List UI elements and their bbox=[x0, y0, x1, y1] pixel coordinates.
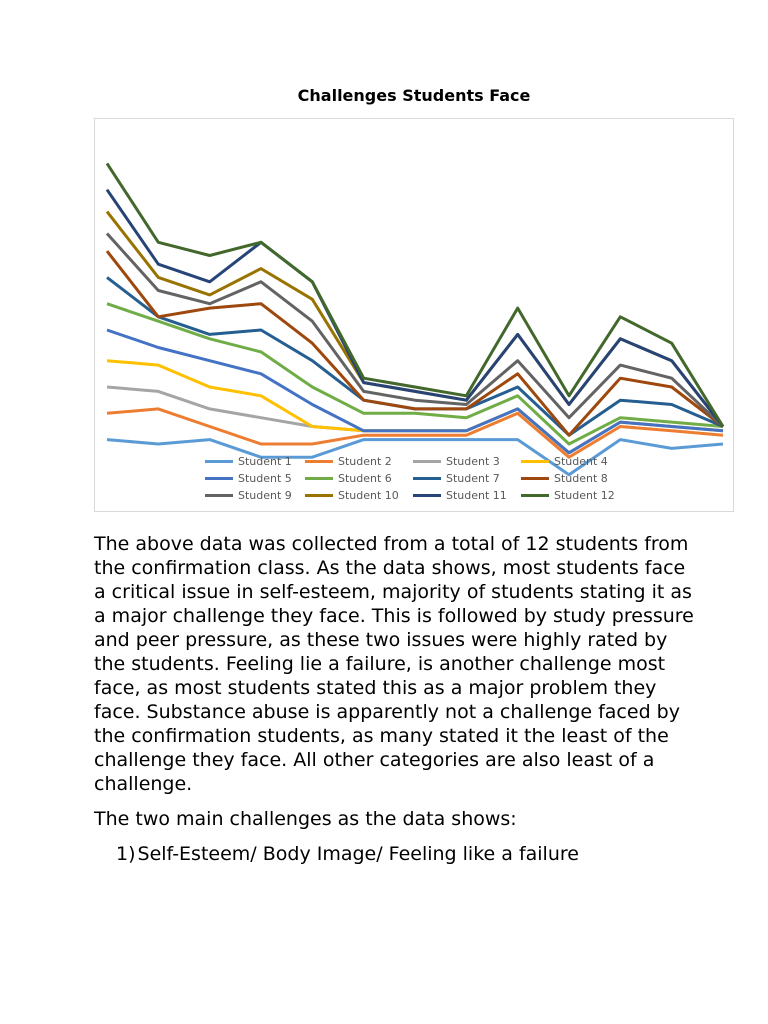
legend-swatch bbox=[305, 494, 333, 497]
chart-legend bbox=[205, 453, 665, 503]
series-line-12 bbox=[107, 163, 723, 426]
legend-item-10 bbox=[305, 487, 413, 503]
legend-item-7 bbox=[413, 470, 521, 486]
paragraph-summary: The above data was collected from a total of 12 students from the confirmation class. As the data shows, most students face a critical issue in self-esteem, majority of students stating it as a major challenge they face. This is followed by study pressure and peer pressure, as these two issues were highly rated by the students. Feeling lie a failure, is another challenge most face, as most students stated this as a major problem they face. Substance abuse is apparently not a challenge faced by the confirmation students, as many stated it the least of the challenge they face. All other categories are also least of a challenge. bbox=[94, 533, 694, 795]
legend-swatch bbox=[413, 460, 441, 463]
legend-label: Student 1 bbox=[238, 454, 292, 468]
legend-item-11 bbox=[413, 487, 521, 503]
list-label: Self-Esteem/ Body Image/ Feeling like a failure bbox=[137, 843, 579, 865]
legend-swatch bbox=[205, 460, 233, 463]
legend-label: Student 8 bbox=[554, 471, 608, 485]
legend-item-9 bbox=[205, 487, 305, 503]
series-line-10 bbox=[107, 212, 723, 427]
legend-swatch bbox=[413, 494, 441, 497]
legend-label: Student 12 bbox=[554, 488, 615, 502]
legend-label: Student 10 bbox=[338, 488, 399, 502]
legend-label: Student 7 bbox=[446, 471, 500, 485]
challenge-list bbox=[94, 842, 694, 866]
legend-item-8 bbox=[521, 470, 631, 486]
chart-title: Challenges Students Face bbox=[297, 86, 531, 105]
legend-swatch bbox=[205, 494, 233, 497]
legend-label: Student 9 bbox=[238, 488, 292, 502]
legend-label: Student 4 bbox=[554, 454, 608, 468]
paragraph-main-challenges: The two main challenges as the data shows: bbox=[94, 808, 517, 830]
list-number: 1) bbox=[116, 843, 136, 865]
legend-item-1 bbox=[205, 453, 305, 469]
legend-swatch bbox=[413, 477, 441, 480]
legend-item-6 bbox=[305, 470, 413, 486]
legend-swatch bbox=[521, 460, 549, 463]
legend-label: Student 3 bbox=[446, 454, 500, 468]
legend-swatch bbox=[521, 477, 549, 480]
legend-swatch bbox=[205, 477, 233, 480]
body-text bbox=[94, 532, 694, 866]
legend-item-12 bbox=[521, 487, 631, 503]
legend-swatch bbox=[305, 477, 333, 480]
legend-item-3 bbox=[413, 453, 521, 469]
legend-swatch bbox=[521, 494, 549, 497]
series-line-2 bbox=[107, 409, 723, 457]
list-item bbox=[116, 842, 694, 866]
legend-swatch bbox=[305, 460, 333, 463]
legend-item-5 bbox=[205, 470, 305, 486]
legend-label: Student 5 bbox=[238, 471, 292, 485]
series-line-11 bbox=[107, 190, 723, 427]
chart-area bbox=[94, 118, 734, 512]
legend-item-4 bbox=[521, 453, 631, 469]
legend-label: Student 2 bbox=[338, 454, 392, 468]
legend-item-2 bbox=[305, 453, 413, 469]
legend-label: Student 6 bbox=[338, 471, 392, 485]
legend-label: Student 11 bbox=[446, 488, 507, 502]
